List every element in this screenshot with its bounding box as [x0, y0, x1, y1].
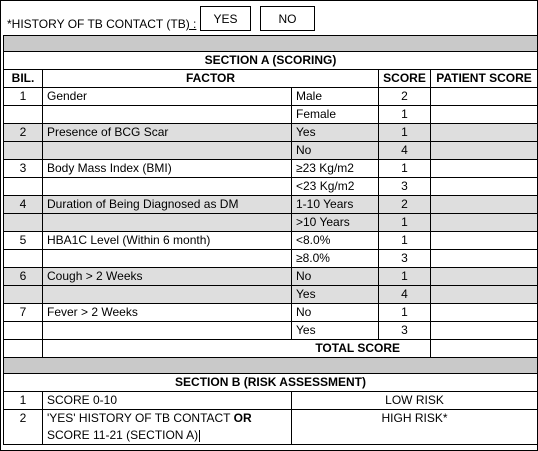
total-score-row — [4, 340, 538, 358]
patient-score-cell[interactable] — [431, 250, 538, 268]
row-bil: 3 — [4, 160, 43, 178]
table-row — [4, 142, 538, 160]
row-option: 1-10 Years — [292, 196, 379, 214]
col-header-score: SCORE — [379, 70, 431, 88]
table-row — [4, 250, 538, 268]
row-bil — [4, 250, 43, 268]
patient-score-cell[interactable] — [431, 142, 538, 160]
row-bil: 5 — [4, 232, 43, 250]
patient-score-cell[interactable] — [431, 304, 538, 322]
row-factor: Body Mass Index (BMI) — [43, 160, 292, 178]
row-bil — [4, 142, 43, 160]
risk-criteria — [43, 410, 292, 445]
risk-row — [4, 392, 538, 410]
patient-score-cell[interactable] — [431, 322, 538, 340]
row-factor — [43, 250, 292, 268]
row-option: Male — [292, 88, 379, 106]
divider-band — [4, 36, 538, 52]
table-row — [4, 214, 538, 232]
divider-band — [4, 358, 538, 374]
col-header-factor: FACTOR — [43, 70, 379, 88]
table-row — [4, 268, 538, 286]
row-factor — [43, 286, 292, 304]
row-bil — [4, 286, 43, 304]
risk-level: HIGH RISK* — [292, 410, 538, 445]
tb-contact-label: *HISTORY OF TB CONTACT (TB) : — [7, 17, 197, 31]
row-score: 3 — [379, 178, 431, 196]
row-score: 2 — [379, 196, 431, 214]
row-score: 3 — [379, 250, 431, 268]
row-option: Yes — [292, 124, 379, 142]
row-bil: 2 — [4, 124, 43, 142]
row-factor — [43, 322, 292, 340]
row-score: 3 — [379, 322, 431, 340]
row-bil — [4, 322, 43, 340]
row-option: ≥23 Kg/m2 — [292, 160, 379, 178]
row-option: Yes — [292, 286, 379, 304]
table-row — [4, 88, 538, 106]
risk-criteria: SCORE 0-10 — [43, 392, 292, 410]
risk-criteria-or: OR — [233, 411, 252, 425]
patient-score-cell[interactable] — [431, 88, 538, 106]
table-row — [4, 124, 538, 142]
row-score: 1 — [379, 214, 431, 232]
row-bil: 6 — [4, 268, 43, 286]
total-score-label: TOTAL SCORE — [43, 340, 431, 358]
row-score: 1 — [379, 106, 431, 124]
row-option: Yes — [292, 322, 379, 340]
row-factor: Presence of BCG Scar — [43, 124, 292, 142]
table-row — [4, 322, 538, 340]
risk-bil: 1 — [4, 392, 43, 410]
row-score: 4 — [379, 286, 431, 304]
tb-contact-header — [1, 1, 537, 35]
row-bil: 7 — [4, 304, 43, 322]
row-option: No — [292, 268, 379, 286]
patient-score-cell[interactable] — [431, 196, 538, 214]
col-header-patient-score: PATIENT SCORE — [431, 70, 538, 88]
row-factor: Fever > 2 Weeks — [43, 304, 292, 322]
row-score: 1 — [379, 304, 431, 322]
row-bil: 1 — [4, 88, 43, 106]
row-option: ≥8.0% — [292, 250, 379, 268]
column-header-row — [4, 70, 538, 88]
row-score: 1 — [379, 160, 431, 178]
tb-contact-yes-option[interactable]: YES — [200, 6, 251, 31]
row-option: >10 Years — [292, 214, 379, 232]
row-factor — [43, 106, 292, 124]
patient-score-cell[interactable] — [431, 124, 538, 142]
scoring-table — [3, 35, 538, 445]
row-factor: Duration of Being Diagnosed as DM — [43, 196, 292, 214]
section-a-title: SECTION A (SCORING) — [4, 52, 538, 70]
tb-contact-no-option[interactable]: NO — [260, 6, 315, 31]
risk-level: LOW RISK — [292, 392, 538, 410]
table-row — [4, 286, 538, 304]
patient-score-cell[interactable] — [431, 286, 538, 304]
patient-score-cell[interactable] — [431, 160, 538, 178]
table-row — [4, 160, 538, 178]
row-option: No — [292, 304, 379, 322]
table-row — [4, 178, 538, 196]
text-cursor — [199, 430, 200, 442]
patient-score-cell[interactable] — [431, 178, 538, 196]
col-header-bil: BIL. — [4, 70, 43, 88]
row-score: 1 — [379, 124, 431, 142]
risk-criteria-line1: 'YES' HISTORY OF TB CONTACT — [47, 411, 231, 425]
table-row — [4, 196, 538, 214]
row-factor — [43, 142, 292, 160]
total-score-cell[interactable] — [431, 340, 538, 358]
risk-bil: 2 — [4, 410, 43, 445]
row-score: 1 — [379, 268, 431, 286]
row-option: Female — [292, 106, 379, 124]
row-bil: 4 — [4, 196, 43, 214]
table-row — [4, 106, 538, 124]
patient-score-cell[interactable] — [431, 232, 538, 250]
row-bil — [4, 178, 43, 196]
row-option: <23 Kg/m2 — [292, 178, 379, 196]
row-score: 4 — [379, 142, 431, 160]
row-option: No — [292, 142, 379, 160]
section-b-title-row — [4, 374, 538, 392]
patient-score-cell[interactable] — [431, 214, 538, 232]
section-a-title-row — [4, 52, 538, 70]
section-b-title: SECTION B (RISK ASSESSMENT) — [4, 374, 538, 392]
row-bil — [4, 106, 43, 124]
row-factor: HBA1C Level (Within 6 month) — [43, 232, 292, 250]
table-row — [4, 304, 538, 322]
row-factor: Cough > 2 Weeks — [43, 268, 292, 286]
row-factor — [43, 214, 292, 232]
row-score: 2 — [379, 88, 431, 106]
patient-score-cell[interactable] — [431, 106, 538, 124]
risk-criteria-line2: SCORE 11-21 (SECTION A) — [47, 428, 199, 442]
table-row — [4, 232, 538, 250]
row-factor — [43, 178, 292, 196]
total-empty-cell — [4, 340, 43, 358]
row-bil — [4, 214, 43, 232]
risk-row — [4, 410, 538, 445]
row-factor: Gender — [43, 88, 292, 106]
patient-score-cell[interactable] — [431, 268, 538, 286]
row-score: 1 — [379, 232, 431, 250]
row-option: <8.0% — [292, 232, 379, 250]
